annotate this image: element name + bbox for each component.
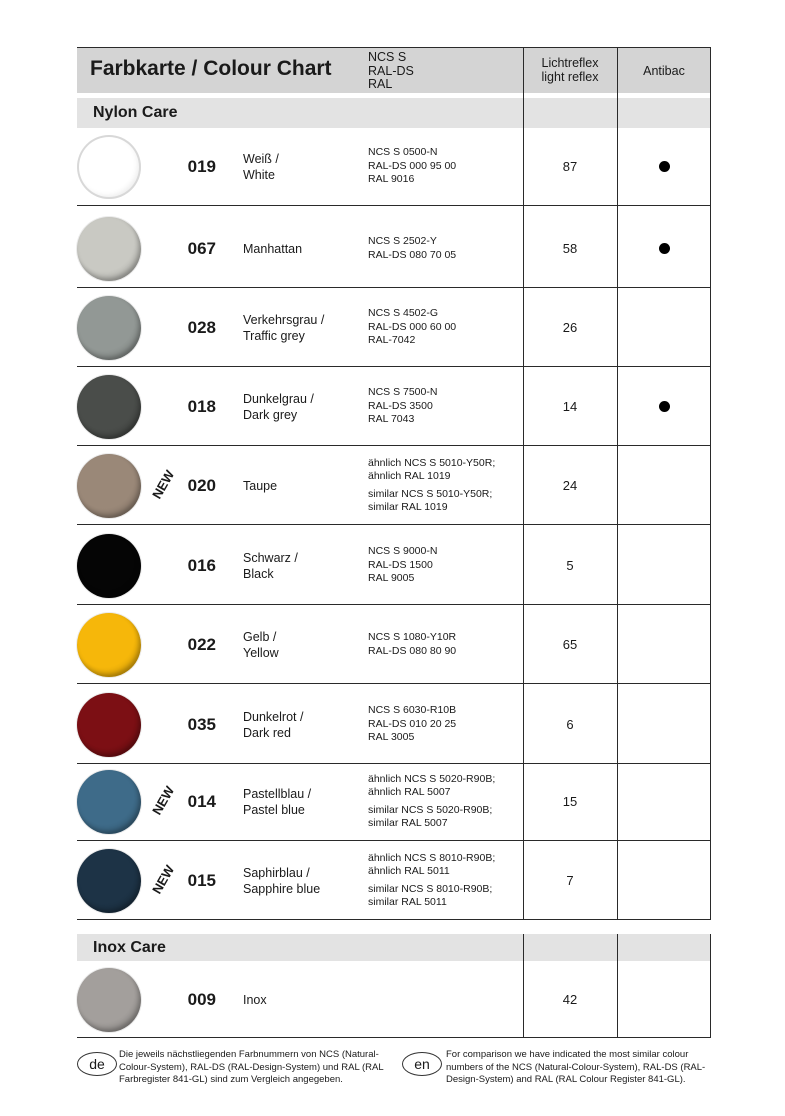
light-reflex-value: 26 xyxy=(562,319,578,335)
colour-codes xyxy=(368,146,508,187)
light-reflex-heading-de: Lichtreflex xyxy=(541,56,599,70)
colour-code: similar NCS S 5020-R90B; xyxy=(368,803,493,816)
codes-group xyxy=(368,883,508,910)
colour-name-line: Black xyxy=(243,566,274,581)
colour-code: RAL 9005 xyxy=(368,572,415,585)
antibac-dot xyxy=(659,401,670,412)
light-reflex-value: 24 xyxy=(562,477,578,493)
colour-codes xyxy=(368,457,508,515)
colour-swatch xyxy=(77,217,141,281)
colour-code: similar NCS S 5010-Y50R; xyxy=(368,487,493,500)
colour-swatch xyxy=(77,454,141,518)
row-divider xyxy=(77,919,711,920)
codes-group xyxy=(368,704,508,745)
colour-name-line: Pastellblau / xyxy=(243,786,312,801)
colour-name xyxy=(243,478,368,494)
colour-swatch xyxy=(77,849,141,913)
codes-group xyxy=(368,457,508,484)
colour-swatch xyxy=(77,968,141,1032)
colour-name xyxy=(243,786,368,818)
colour-code: RAL-DS 080 80 90 xyxy=(368,644,457,657)
colour-name-line: Taupe xyxy=(243,478,278,493)
colour-number: 015 xyxy=(187,870,216,890)
colour-name-line: Traffic grey xyxy=(243,328,305,343)
colour-name xyxy=(243,629,368,661)
colour-number: 028 xyxy=(187,317,216,337)
colour-code: ähnlich NCS S 8010-R90B; xyxy=(368,851,496,864)
colour-code: ähnlich NCS S 5010-Y50R; xyxy=(368,456,496,469)
light-reflex-heading xyxy=(523,57,617,84)
table-row xyxy=(77,288,711,367)
colour-number: 016 xyxy=(187,555,216,575)
table-row xyxy=(77,367,711,446)
table-row xyxy=(77,209,711,288)
colour-code: NCS S 7500-N xyxy=(368,386,438,399)
colour-number: 018 xyxy=(187,396,216,416)
light-reflex-value: 58 xyxy=(562,240,578,256)
colour-number: 009 xyxy=(187,989,216,1009)
colour-code: ähnlich RAL 5007 xyxy=(368,786,451,798)
colour-code: RAL 9016 xyxy=(368,173,415,186)
colour-name-line: Saphirblau / xyxy=(243,865,310,880)
colour-swatch xyxy=(77,135,141,199)
light-reflex-value: 5 xyxy=(566,557,574,573)
colour-code: RAL 3005 xyxy=(368,731,415,744)
footer-note-en: For comparison we have indicated the most similar colour numbers of the NCS (Natural-Colour-System), RAL-DS (RAL-Design-System) and RAL (RAL Colour Register 841-GL). xyxy=(446,1049,706,1085)
antibac-dot xyxy=(659,243,670,254)
colour-name xyxy=(243,312,368,344)
codes-group xyxy=(368,631,508,658)
codes-heading-ncs: NCS S xyxy=(368,50,407,64)
light-reflex-value: 65 xyxy=(562,636,578,652)
colour-codes xyxy=(368,631,508,658)
codes-group xyxy=(368,773,508,800)
codes-group xyxy=(368,545,508,586)
light-reflex-value: 42 xyxy=(562,991,578,1007)
colour-code: NCS S 4502-G xyxy=(368,307,439,320)
antibac-heading: Antibac xyxy=(643,64,685,78)
colour-name-line: Manhattan xyxy=(243,241,303,256)
codes-group xyxy=(368,235,508,262)
new-badge: NEW xyxy=(149,783,178,817)
codes-group xyxy=(368,307,508,348)
colour-code: NCS S 2502-Y xyxy=(368,235,437,247)
colour-name-line: Verkehrsgrau / xyxy=(243,312,325,327)
colour-name-line: Pastel blue xyxy=(243,802,305,817)
colour-swatch xyxy=(77,534,141,598)
colour-code: ähnlich NCS S 5020-R90B; xyxy=(368,772,496,785)
language-badge-de: de xyxy=(77,1052,117,1076)
colour-codes xyxy=(368,852,508,910)
colour-code: RAL-DS 010 20 25 xyxy=(368,717,457,730)
table-row xyxy=(77,961,711,1038)
codes-group xyxy=(368,804,508,831)
codes-heading-ralds: RAL-DS xyxy=(368,63,414,78)
colour-code: RAL-7042 xyxy=(368,334,416,347)
colour-name-line: White xyxy=(243,167,275,182)
colour-code: similar NCS S 8010-R90B; xyxy=(368,882,493,895)
colour-code: similar RAL 5011 xyxy=(368,896,447,908)
section-band-inox xyxy=(77,934,711,961)
colour-code: RAL 7043 xyxy=(368,413,415,426)
colour-number: 014 xyxy=(187,791,216,811)
colour-name-line: Schwarz / xyxy=(243,550,298,565)
table-row xyxy=(77,526,711,605)
table-row xyxy=(77,762,711,841)
table-row xyxy=(77,446,711,525)
codes-group xyxy=(368,852,508,879)
colour-name xyxy=(243,391,368,423)
table-row xyxy=(77,841,711,920)
colour-name xyxy=(243,241,368,257)
colour-codes xyxy=(368,773,508,831)
light-reflex-value: 6 xyxy=(566,716,574,732)
new-badge: NEW xyxy=(149,862,178,896)
page-title: Farbkarte / Colour Chart xyxy=(90,57,332,80)
table-row xyxy=(77,605,711,684)
colour-name xyxy=(243,865,368,897)
colour-number: 067 xyxy=(187,238,216,258)
colour-code: RAL-DS 000 95 00 xyxy=(368,159,457,172)
colour-code: ähnlich RAL 1019 xyxy=(368,470,451,482)
colour-codes xyxy=(368,704,508,745)
colour-name-line: Dunkelgrau / xyxy=(243,391,314,406)
codes-group xyxy=(368,146,508,187)
colour-name-line: Yellow xyxy=(243,645,279,660)
colour-codes xyxy=(368,386,508,427)
colour-name-line: Gelb / xyxy=(243,629,277,644)
section-title-nylon: Nylon Care xyxy=(93,104,178,121)
codes-heading-ral: RAL xyxy=(368,77,393,91)
colour-code: ähnlich RAL 5011 xyxy=(368,865,450,877)
colour-code: NCS S 9000-N xyxy=(368,545,438,558)
antibac-dot xyxy=(659,161,670,172)
colour-codes xyxy=(368,307,508,348)
colour-swatch xyxy=(77,693,141,757)
row-divider xyxy=(77,524,711,525)
colour-code: RAL-DS 000 60 00 xyxy=(368,320,457,333)
colour-code: similar RAL 5007 xyxy=(368,817,448,829)
table-top-rule xyxy=(77,47,711,48)
colour-number: 035 xyxy=(187,714,216,734)
colour-number: 019 xyxy=(187,156,216,176)
codes-group xyxy=(368,386,508,427)
light-reflex-heading-en: light reflex xyxy=(541,69,599,84)
colour-code: NCS S 0500-N xyxy=(368,146,438,159)
colour-name-line: Sapphire blue xyxy=(243,881,321,896)
colour-name-line: Dunkelrot / xyxy=(243,709,304,724)
colour-name xyxy=(243,550,368,582)
colour-name-line: Weiß / xyxy=(243,151,279,166)
colour-code: RAL-DS 080 70 05 xyxy=(368,248,457,261)
light-reflex-value: 87 xyxy=(562,158,578,174)
row-divider xyxy=(77,205,711,206)
table-row xyxy=(77,685,711,764)
colour-swatch xyxy=(77,770,141,834)
colour-code: NCS S 1080-Y10R xyxy=(368,631,457,643)
new-badge: NEW xyxy=(149,467,178,501)
colour-code: NCS S 6030-R10B xyxy=(368,704,457,717)
codes-heading xyxy=(368,51,414,92)
colour-number: 022 xyxy=(187,634,216,654)
colour-number: 020 xyxy=(187,475,216,495)
colour-code: RAL-DS 1500 xyxy=(368,558,433,571)
colour-name-line: Dark grey xyxy=(243,407,298,422)
table-row xyxy=(77,127,711,206)
colour-name xyxy=(243,709,368,741)
light-reflex-value: 14 xyxy=(562,398,578,414)
colour-swatch xyxy=(77,375,141,439)
colour-name-line: Inox xyxy=(243,992,267,1007)
light-reflex-value: 7 xyxy=(566,872,574,888)
row-divider xyxy=(77,683,711,684)
colour-name xyxy=(243,151,368,183)
row-divider xyxy=(77,1037,711,1038)
language-badge-en: en xyxy=(402,1052,442,1076)
footer-note-de: Die jeweils nächstliegenden Farbnummern von NCS (Natural-Colour-System), RAL-DS (RAL-Design-System) und RAL (RAL Farbregister 841-GL) sind zum Vergleich angegeben. xyxy=(119,1049,384,1085)
colour-code: RAL-DS 3500 xyxy=(368,399,433,412)
colour-codes xyxy=(368,235,508,262)
colour-name xyxy=(243,992,368,1008)
colour-code: similar RAL 1019 xyxy=(368,501,448,513)
colour-swatch xyxy=(77,296,141,360)
section-title-inox: Inox Care xyxy=(93,939,166,956)
codes-group xyxy=(368,488,508,515)
colour-swatch xyxy=(77,613,141,677)
light-reflex-value: 15 xyxy=(562,793,578,809)
colour-codes xyxy=(368,545,508,586)
colour-name-line: Dark red xyxy=(243,725,291,740)
